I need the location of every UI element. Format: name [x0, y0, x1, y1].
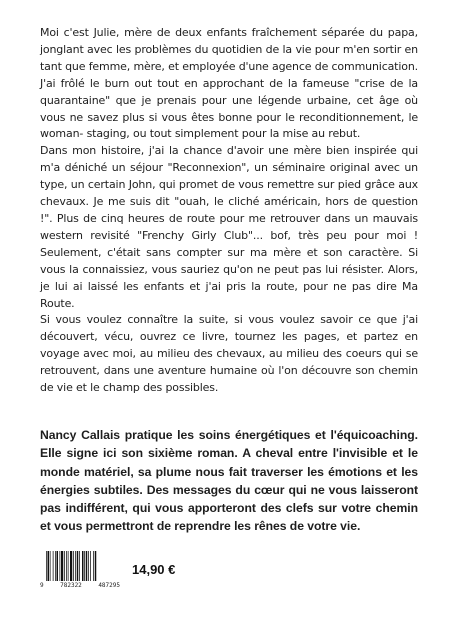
- barcode-bar: [48, 551, 50, 581]
- barcode-bar: [86, 551, 88, 581]
- barcode-bar: [55, 551, 56, 581]
- barcode-bar: [60, 551, 61, 581]
- barcode-bar: [84, 551, 85, 581]
- synopsis-paragraph-3: Si vous voulez connaître la suite, si vous voulez savoir ce que j'ai découvert, vécu, ouvrez ce livre, tournez les pages, et partez en voyage avec moi, au milieu des chevaux, au milieu des coeurs qui se retrouvent, dans une aventure humaine où l'on découvre son chemin de vie et le champ des possibles.: [40, 313, 418, 395]
- barcode-bar: [79, 551, 80, 581]
- barcode-bar: [90, 551, 91, 581]
- isbn-digits-left: 782322: [60, 582, 82, 589]
- barcode-bar: [73, 551, 74, 581]
- barcode-bar: [70, 551, 72, 581]
- barcode-bar: [77, 551, 79, 581]
- barcode-bar: [93, 551, 94, 581]
- back-cover-text: [40, 25, 418, 548]
- barcode-bar: [88, 551, 89, 581]
- synopsis: [40, 25, 418, 397]
- barcode-bar: [66, 551, 67, 581]
- barcode-bars: [40, 549, 120, 583]
- barcode-bar: [46, 551, 47, 581]
- isbn-barcode: [40, 549, 120, 593]
- isbn-digits-right: 487295: [98, 582, 120, 589]
- barcode-bar: [57, 551, 59, 581]
- barcode-bar: [50, 551, 51, 581]
- cover-footer: [40, 549, 420, 593]
- isbn-digits: [40, 582, 120, 589]
- barcode-bar: [64, 551, 65, 581]
- barcode-bar: [95, 551, 97, 581]
- barcode-bar: [82, 551, 84, 581]
- barcode-bar: [75, 551, 76, 581]
- barcode-bar: [68, 551, 69, 581]
- price-label: 14,90 €: [132, 562, 176, 577]
- barcode-bar: [61, 551, 63, 581]
- isbn-digit-first: 9: [40, 582, 44, 589]
- author-bio: Nancy Callais pratique les soins énergétiques et l'équicoaching. Elle signe ici son sixième roman. A cheval entre l'invisible et le monde matériel, sa plume nous fait traverser les émotions et les énergies subtiles. Des messages du cœur qui ne vous laisseront pas indifférent, qui vous apporteront des clefs sur votre chemin et vous permettront de reprendre les rênes de votre vie.: [40, 427, 418, 534]
- barcode-bar: [53, 551, 54, 581]
- synopsis-paragraph-2: Dans mon histoire, j'ai la chance d'avoir une mère bien inspirée qui m'a déniché un séjour "Reconnexion", un séminaire original avec un type, un certain John, qui promet de vous remettre sur pied grâce aux chevaux. Je me suis dit "ouah, le cliché américain, hors de question !". Plus de cinq heures de route pour me retrouver dans un mauvais western revisité "Frenchy Girly Club"... bof, très peu pour moi ! Seulement, c'était sans compter sur ma mère et son caractère. Si vous la connaissiez, vous sauriez qu'on ne peut pas lui résister. Alors, je lui ai laissé les enfants et j'ai pris la route, pour ne pas dire Ma Route.: [40, 144, 418, 310]
- synopsis-paragraph-1: Moi c'est Julie, mère de deux enfants fraîchement séparée du papa, jonglant avec les problèmes du quotidien de la vie pour m'en sortir en tant que femme, mère, et employée d'une agence de communication. J'ai frôlé le burn out tout en approchant de la fameuse "crise de la quarantaine" que je prenais pour une légende urbaine, cet âge où vous ne savez plus si vous êtes bonne pour le reconditionnement, le woman- staging, ou tout simplement pour la mise au rebut.: [40, 26, 418, 141]
